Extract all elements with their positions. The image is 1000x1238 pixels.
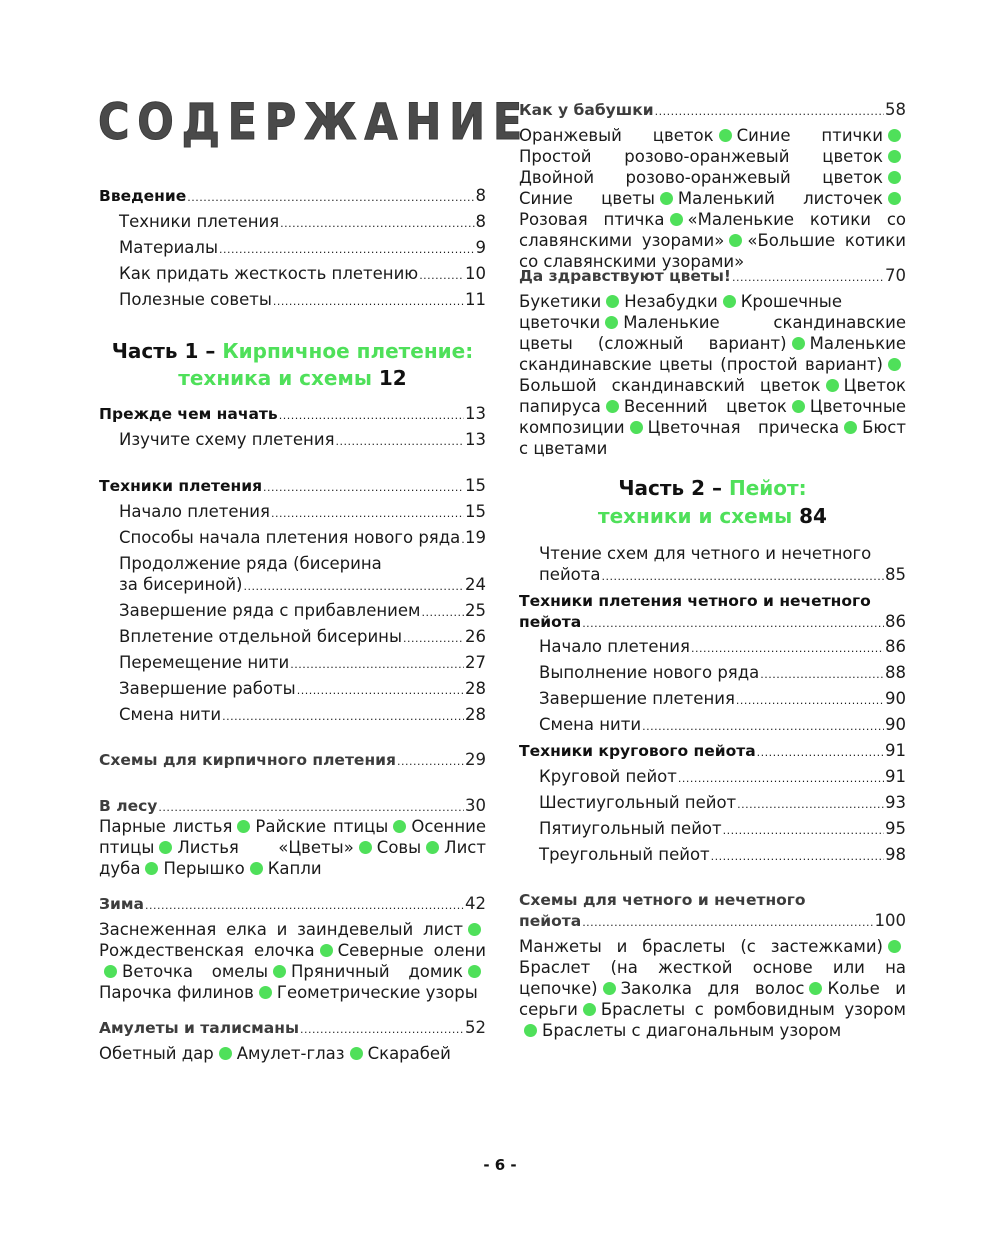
- peyote-pattern-list: [519, 936, 906, 1041]
- toc-entry[interactable]: [519, 766, 906, 790]
- part-title: техника и схемы: [178, 366, 372, 390]
- toc-entry-amulets[interactable]: [99, 1017, 486, 1041]
- toc-entry-line1[interactable]: Продолжение ряда (бисерина: [119, 554, 382, 573]
- part-title: Пейот:: [728, 476, 807, 500]
- toc-entry[interactable]: [99, 678, 486, 702]
- entry-label: Начало плетения: [119, 502, 270, 521]
- toc-entry[interactable]: [99, 600, 486, 624]
- dot-leader: [279, 405, 464, 427]
- dot-leader: [723, 820, 884, 842]
- entry-label: Пятиугольный пейот: [539, 819, 722, 838]
- entry-page: 13: [465, 430, 486, 449]
- entry-label: Полезные советы: [119, 290, 272, 309]
- pattern-item[interactable]: Осенние птицы: [99, 817, 486, 857]
- dot-leader: [280, 213, 474, 235]
- pattern-item[interactable]: Незабудки: [624, 292, 718, 311]
- green-bullet-icon: [350, 1047, 363, 1060]
- toc-entry-line1[interactable]: Техники плетения четного и нечетного: [519, 592, 871, 610]
- pattern-item[interactable]: Весенний цветок: [623, 397, 787, 416]
- pattern-item[interactable]: Заснеженная елка и заиндевелый лист: [99, 920, 463, 939]
- pattern-item[interactable]: Синие цветы: [519, 189, 655, 208]
- green-bullet-icon: [660, 192, 673, 205]
- entry-page: 58: [885, 100, 906, 119]
- entry-page: 86: [885, 612, 906, 631]
- pattern-item[interactable]: Синие птички: [736, 126, 883, 145]
- pattern-item[interactable]: Цветочные композиции: [519, 397, 906, 437]
- entry-label: Вплетение отдельной бисерины: [119, 627, 402, 646]
- pattern-item[interactable]: Манжеты и браслеты (с застежками): [519, 937, 883, 956]
- pattern-item[interactable]: Цветочная прическа: [647, 418, 840, 437]
- dot-leader: [290, 654, 464, 676]
- entry-page: 11: [465, 290, 486, 309]
- toc-entry[interactable]: [519, 792, 906, 816]
- entry-label: пейота: [519, 613, 582, 631]
- pattern-item[interactable]: Браслеты с диагональным узором: [542, 1021, 842, 1040]
- pattern-item[interactable]: Совы: [376, 838, 422, 857]
- amulets-pattern-list: [99, 1043, 486, 1064]
- green-bullet-icon: [844, 421, 857, 434]
- part-2-heading[interactable]: [519, 474, 906, 502]
- green-bullet-icon: [104, 965, 117, 978]
- entry-label: Шестиугольный пейот: [539, 793, 737, 812]
- entry-page: 98: [885, 845, 906, 864]
- winter-pattern-list: [99, 919, 486, 1003]
- green-bullet-icon: [606, 400, 619, 413]
- green-bullet-icon: [259, 986, 272, 999]
- dot-leader: [300, 1019, 464, 1041]
- entry-page: 28: [465, 679, 486, 698]
- toc-entry[interactable]: [99, 652, 486, 676]
- green-bullet-icon: [888, 150, 901, 163]
- green-bullet-icon: [237, 820, 250, 833]
- entry-label: Треугольный пейот: [539, 845, 710, 864]
- green-bullet-icon: [809, 982, 822, 995]
- green-bullet-icon: [524, 1024, 537, 1037]
- pattern-item[interactable]: «Маленькие котики со славянскими узорами»: [519, 210, 906, 250]
- dot-leader: [421, 602, 464, 624]
- entry-page: 19: [465, 528, 486, 547]
- pattern-item[interactable]: Обетный дар: [99, 1044, 214, 1063]
- green-bullet-icon: [670, 213, 683, 226]
- pattern-item[interactable]: Перышко: [163, 859, 245, 878]
- toc-entry-circular[interactable]: [519, 740, 906, 764]
- pattern-item[interactable]: Большой скандинавский цветок: [519, 376, 821, 395]
- pattern-item[interactable]: Капли: [267, 859, 322, 878]
- dot-leader: [461, 529, 464, 551]
- toc-entry[interactable]: [99, 704, 486, 728]
- entry-page: 8: [475, 186, 486, 205]
- dot-leader: [336, 431, 465, 453]
- entry-page: 15: [465, 476, 486, 495]
- flowers-pattern-list: [519, 291, 906, 459]
- pattern-item[interactable]: Розовая птичка: [519, 210, 665, 229]
- green-bullet-icon: [719, 129, 732, 142]
- green-bullet-icon: [792, 337, 805, 350]
- dot-leader: [582, 613, 884, 635]
- entry-page: 30: [465, 796, 486, 815]
- entry-label: Материалы: [119, 238, 218, 257]
- pattern-item[interactable]: «Большие котики со славянскими узорами»: [519, 231, 906, 271]
- entry-label: Как у бабушки: [519, 101, 654, 119]
- dot-leader: [757, 742, 884, 764]
- dot-leader: [403, 628, 464, 650]
- dot-leader: [601, 566, 884, 588]
- entry-page: 10: [465, 264, 486, 283]
- toc-entry[interactable]: [519, 844, 906, 868]
- part-page: 12: [378, 366, 407, 390]
- dot-leader: [642, 716, 884, 738]
- entry-label: Выполнение нового ряда: [539, 663, 760, 682]
- dot-leader: [145, 895, 464, 917]
- toc-entry-granny[interactable]: [519, 99, 906, 123]
- green-bullet-icon: [393, 820, 406, 833]
- pattern-item[interactable]: Рождественская елочка: [99, 941, 315, 960]
- toc-entry-even-odd[interactable]: [519, 611, 906, 635]
- entry-label: В лесу: [99, 797, 158, 815]
- toc-entry[interactable]: [99, 501, 486, 525]
- dot-leader: [222, 706, 464, 728]
- entry-page: 52: [465, 1018, 486, 1037]
- dot-leader: [271, 503, 464, 525]
- entry-label: Прежде чем начать: [99, 405, 278, 423]
- entry-page: 90: [885, 689, 906, 708]
- pattern-item[interactable]: Двойной розово-оранжевый цветок: [519, 168, 883, 187]
- dot-leader: [760, 664, 884, 686]
- dot-leader: [273, 291, 464, 313]
- part-1-heading-line2[interactable]: [99, 364, 486, 392]
- toc-entry-line1[interactable]: Чтение схем для четного и нечетного: [539, 544, 872, 563]
- part-prefix: Часть 2 –: [618, 476, 729, 500]
- entry-label: Схемы для кирпичного плетения: [99, 751, 396, 769]
- toc-entry-techniques[interactable]: [99, 475, 486, 499]
- entry-label: Завершение ряда с прибавлением: [119, 601, 421, 620]
- green-bullet-icon: [888, 129, 901, 142]
- entry-label: Техники плетения: [119, 212, 280, 231]
- entry-page: 95: [885, 819, 906, 838]
- pattern-item[interactable]: Амулет-глаз: [236, 1044, 345, 1063]
- entry-page: 88: [885, 663, 906, 682]
- entry-label: Техники кругового пейота: [519, 742, 756, 760]
- entry-label: Техники плетения: [99, 477, 263, 495]
- toc-entry[interactable]: [519, 714, 906, 738]
- entry-page: 15: [465, 502, 486, 521]
- pattern-item[interactable]: Букетики: [519, 292, 602, 311]
- page-title: СОДЕРЖАНИЕ: [98, 93, 530, 151]
- dot-leader: [187, 187, 474, 209]
- entry-label: Способы начала плетения нового ряда: [119, 528, 461, 547]
- green-bullet-icon: [159, 841, 172, 854]
- part-1-heading[interactable]: [99, 337, 486, 365]
- pattern-item[interactable]: Маленькие скандинавские цветы (сложный вариант): [519, 313, 906, 353]
- dot-leader: [737, 794, 884, 816]
- entry-page: 28: [465, 705, 486, 724]
- green-bullet-icon: [426, 841, 439, 854]
- entry-label: Амулеты и талисманы: [99, 1019, 299, 1037]
- entry-label: Смена нити: [539, 715, 642, 734]
- entry-label: Перемещение нити: [119, 653, 290, 672]
- part-page: 84: [799, 504, 827, 528]
- pattern-item[interactable]: Веточка омелы: [122, 962, 269, 981]
- toc-entry[interactable]: [99, 289, 486, 313]
- entry-label: пейота: [519, 912, 582, 930]
- green-bullet-icon: [605, 316, 618, 329]
- toc-entry-before[interactable]: [99, 403, 486, 427]
- toc-entry-reading[interactable]: [519, 564, 906, 588]
- entry-label: Завершение работы: [119, 679, 296, 698]
- dot-leader: [219, 239, 475, 261]
- toc-entry-line1[interactable]: Схемы для четного и нечетного: [519, 891, 806, 909]
- part-prefix: Часть 1 –: [111, 339, 223, 363]
- entry-page: 42: [465, 894, 486, 913]
- green-bullet-icon: [888, 940, 901, 953]
- toc-entry[interactable]: [519, 818, 906, 842]
- toc-entry[interactable]: [99, 237, 486, 261]
- entry-label: Смена нити: [119, 705, 222, 724]
- dot-leader: [711, 846, 884, 868]
- entry-label: Да здравствуют цветы!: [519, 267, 731, 285]
- green-bullet-icon: [359, 841, 372, 854]
- pattern-item[interactable]: Геометрические узоры: [276, 983, 478, 1002]
- pattern-item[interactable]: Цветок папируса: [519, 376, 906, 416]
- dot-leader: [678, 768, 884, 790]
- green-bullet-icon: [729, 234, 742, 247]
- pattern-item[interactable]: Райские птицы: [255, 817, 389, 836]
- toc-entry[interactable]: [519, 636, 906, 660]
- dot-leader: [736, 690, 884, 712]
- entry-page: 24: [465, 575, 486, 594]
- green-bullet-icon: [145, 862, 158, 875]
- green-bullet-icon: [468, 923, 481, 936]
- entry-label: Изучите схему плетения: [119, 430, 335, 449]
- green-bullet-icon: [888, 171, 901, 184]
- entry-page: 91: [885, 741, 906, 760]
- entry-label: Введение: [99, 187, 187, 205]
- green-bullet-icon: [888, 358, 901, 371]
- toc-entry-schemes[interactable]: [99, 749, 486, 773]
- pattern-item[interactable]: Колье и серьги: [519, 979, 906, 1019]
- entry-page: 85: [885, 565, 906, 584]
- dot-leader: [263, 477, 464, 499]
- dot-leader: [397, 751, 464, 773]
- pattern-item[interactable]: Северные олени: [337, 941, 486, 960]
- pattern-item[interactable]: Маленький листочек: [677, 189, 883, 208]
- entry-page: 27: [465, 653, 486, 672]
- entry-label: Начало плетения: [539, 637, 690, 656]
- toc-entry[interactable]: [99, 211, 486, 235]
- pattern-item[interactable]: Лист дуба: [99, 838, 486, 878]
- toc-entry[interactable]: [99, 626, 486, 650]
- pattern-item[interactable]: Заколка для волос: [620, 979, 805, 998]
- entry-page: 8: [475, 212, 486, 231]
- entry-page: 13: [465, 404, 486, 423]
- pattern-item[interactable]: Простой розово-оранжевый цветок: [519, 147, 883, 166]
- toc-entry[interactable]: [99, 429, 486, 453]
- toc-entry-intro[interactable]: [99, 185, 486, 209]
- green-bullet-icon: [792, 400, 805, 413]
- entry-label: пейота: [539, 565, 601, 584]
- entry-label: Завершение плетения: [539, 689, 735, 708]
- toc-entry-flowers[interactable]: [519, 265, 906, 289]
- green-bullet-icon: [723, 295, 736, 308]
- pattern-item[interactable]: Пряничный домик: [291, 962, 463, 981]
- pattern-item[interactable]: Листья «Цветы»: [177, 838, 354, 857]
- pattern-item[interactable]: Маленькие скандинавские цветы (простой вариант): [519, 334, 906, 374]
- part-2-heading-line2[interactable]: [519, 502, 906, 530]
- pattern-item[interactable]: Бюст с цветами: [519, 418, 906, 458]
- dot-leader: [419, 265, 464, 287]
- green-bullet-icon: [250, 862, 263, 875]
- toc-entry[interactable]: [99, 527, 486, 551]
- entry-page: 29: [465, 750, 486, 769]
- green-bullet-icon: [826, 379, 839, 392]
- pattern-item[interactable]: Браслеты с ромбовидным узором: [600, 1000, 906, 1019]
- pattern-item[interactable]: Браслет (на жесткой основе или на цепочке): [519, 958, 906, 998]
- pattern-item[interactable]: Скарабей: [367, 1044, 451, 1063]
- green-bullet-icon: [320, 944, 333, 957]
- toc-entry-winter[interactable]: [99, 893, 486, 917]
- entry-label: Зима: [99, 895, 145, 913]
- entry-page: 70: [885, 266, 906, 285]
- forest-pattern-list: [99, 816, 486, 879]
- part-title: Кирпичное плетение:: [222, 339, 474, 363]
- granny-pattern-list: [519, 125, 906, 272]
- entry-page: 9: [475, 238, 486, 257]
- toc-entry[interactable]: [519, 662, 906, 686]
- dot-leader: [691, 638, 884, 660]
- entry-label: Круговой пейот: [539, 767, 677, 786]
- pattern-item[interactable]: Оранжевый цветок: [519, 126, 714, 145]
- entry-page: 25: [465, 601, 486, 620]
- dot-leader: [732, 267, 884, 289]
- toc-entry-peyote-schemes[interactable]: [519, 910, 906, 934]
- part-title: техники и схемы: [598, 504, 793, 528]
- dot-leader: [655, 101, 884, 123]
- green-bullet-icon: [468, 965, 481, 978]
- entry-label: Как придать жесткость плетению: [119, 264, 419, 283]
- dot-leader: [244, 576, 465, 598]
- entry-page: 93: [885, 793, 906, 812]
- entry-label: за бисериной): [119, 575, 243, 594]
- green-bullet-icon: [219, 1047, 232, 1060]
- green-bullet-icon: [630, 421, 643, 434]
- dot-leader: [297, 680, 464, 702]
- dot-leader: [582, 912, 873, 934]
- page-number: - 6 -: [483, 1156, 517, 1174]
- entry-page: 100: [874, 911, 906, 930]
- entry-page: 91: [885, 767, 906, 786]
- toc-entry[interactable]: [99, 574, 486, 598]
- green-bullet-icon: [606, 295, 619, 308]
- green-bullet-icon: [583, 1003, 596, 1016]
- toc-entry[interactable]: [99, 263, 486, 287]
- pattern-item[interactable]: Крошечные цветочки: [519, 292, 842, 332]
- entry-page: 26: [465, 627, 486, 646]
- green-bullet-icon: [273, 965, 286, 978]
- green-bullet-icon: [603, 982, 616, 995]
- toc-entry[interactable]: [519, 688, 906, 712]
- entry-page: 86: [885, 637, 906, 656]
- pattern-item[interactable]: Парочка филинов: [99, 983, 254, 1002]
- entry-page: 90: [885, 715, 906, 734]
- pattern-item[interactable]: Парные листья: [99, 817, 233, 836]
- green-bullet-icon: [888, 192, 901, 205]
